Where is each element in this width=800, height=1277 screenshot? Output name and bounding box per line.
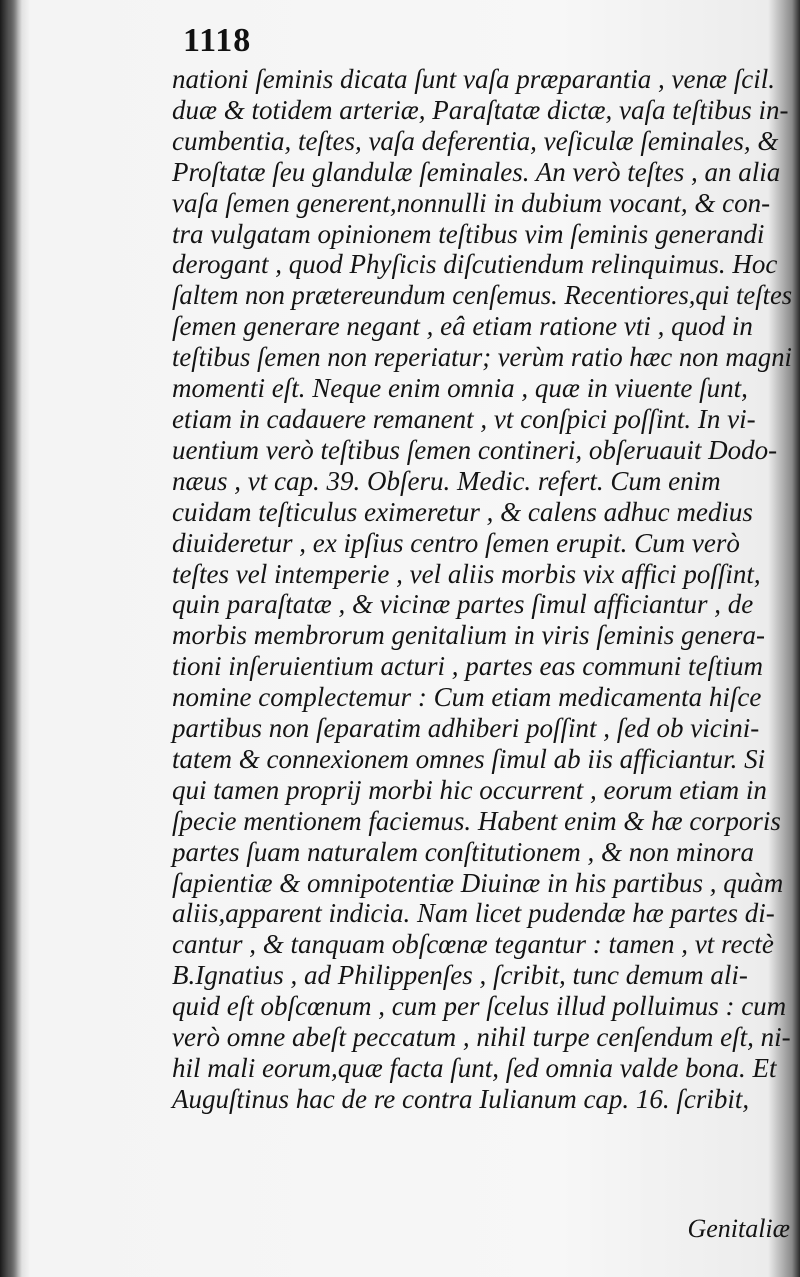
text-line: derogant , quod Phyſicis diſcutiendum relinquimus. Hoc xyxy=(172,249,778,280)
text-line: nomine complectemur : Cum etiam medicamenta hiſce xyxy=(172,682,762,713)
text-line: morbis membrorum genitalium in viris ſeminis genera- xyxy=(172,620,765,651)
text-line: cuidam teſticulus eximeretur , & calens adhuc medius xyxy=(172,496,753,527)
text-line: cumbentia, teſtes, vaſa deferentia, veſiculæ ſeminales, & xyxy=(172,125,779,156)
text-line: qui tamen proprij morbi hic occurrent , eorum etiam in xyxy=(172,774,767,805)
text-line: tioni inſeruientium acturi , partes eas communi teſtium xyxy=(172,651,763,682)
text-line: quid eſt obſcœnum , cum per ſcelus illud polluimus : cum xyxy=(172,991,787,1022)
text-line: ſemen generare negant , eâ etiam ratione vti , quod in xyxy=(172,311,753,342)
text-line: momenti eſt. Neque enim omnia , quæ in viuente ſunt, xyxy=(172,373,748,404)
text-line: teſtibus ſemen non reperiatur; verùm ratio hæc non magni xyxy=(172,342,792,373)
text-line: tatem & connexionem omnes ſimul ab iis afficiantur. Si xyxy=(172,743,766,774)
text-line: hil mali eorum,quæ facta ſunt, ſed omnia valde bona. Et xyxy=(172,1053,777,1083)
text-line: aliis,apparent indicia. Nam licet pudendæ hæ partes di- xyxy=(172,898,775,929)
text-line: teſtes vel intemperie , vel aliis morbis vix affici poſſint, xyxy=(172,558,761,589)
text-line: etiam in cadauere remanent , vt conſpici poſſint. In vi- xyxy=(172,403,756,434)
text-line: verò omne abeſt peccatum , nihil turpe cenſendum eſt, ni- xyxy=(172,1022,791,1053)
body-text xyxy=(172,64,792,1115)
catchword: Genitaliæ xyxy=(687,1214,790,1243)
text-line: Proſtatæ ſeu glandulæ ſeminales. An verò teſtes , an alia xyxy=(172,156,781,187)
text-line: B.Ignatius , ad Philippenſes , ſcribit, tunc demum ali- xyxy=(172,960,748,991)
text-line: diuideretur , ex ipſius centro ſemen erupit. Cum verò xyxy=(172,527,740,558)
text-line: ſpecie mentionem faciemus. Habent enim & hæ corporis xyxy=(172,805,781,836)
text-line: quin paraſtatæ , & vicinæ partes ſimul afficiantur , de xyxy=(172,589,754,620)
page-number: 1118 xyxy=(183,22,252,59)
text-line: vaſa ſemen generent,nonnulli in dubium vocant, & con- xyxy=(172,187,771,218)
text-line: Auguſtinus hac de re contra Iulianum cap. 16. ſcribit, xyxy=(172,1083,750,1114)
text-line: næus , vt cap. 39. Obſeru. Medic. refert. Cum enim xyxy=(172,465,721,496)
text-line: cantur , & tanquam obſcœnæ tegantur : tamen , vt rectè xyxy=(172,929,774,960)
text-line: ſaltem non prætereundum cenſemus. Recentiores,qui teſtes xyxy=(172,280,793,311)
text-line: tra vulgatam opinionem teſtibus vim ſeminis generandi xyxy=(172,218,765,249)
spine-shadow xyxy=(0,0,22,1277)
text-line: duæ & totidem arteriæ, Paraſtatæ dictæ, vaſa teſtibus in- xyxy=(172,94,789,125)
text-line: ſapientiæ & omnipotentiæ Diuinæ in his partibus , quàm xyxy=(172,867,784,898)
text-line: uentium verò teſtibus ſemen contineri, obſeruauit Dodo- xyxy=(172,434,778,465)
text-line: partes ſuam naturalem conſtitutionem , & non minora xyxy=(172,836,754,867)
text-line: partibus non ſeparatim adhiberi poſſint , ſed ob vicini- xyxy=(172,713,760,744)
text-line: nationi ſeminis dicata ſunt vaſa præparantia , venæ ſcil. xyxy=(172,64,775,94)
